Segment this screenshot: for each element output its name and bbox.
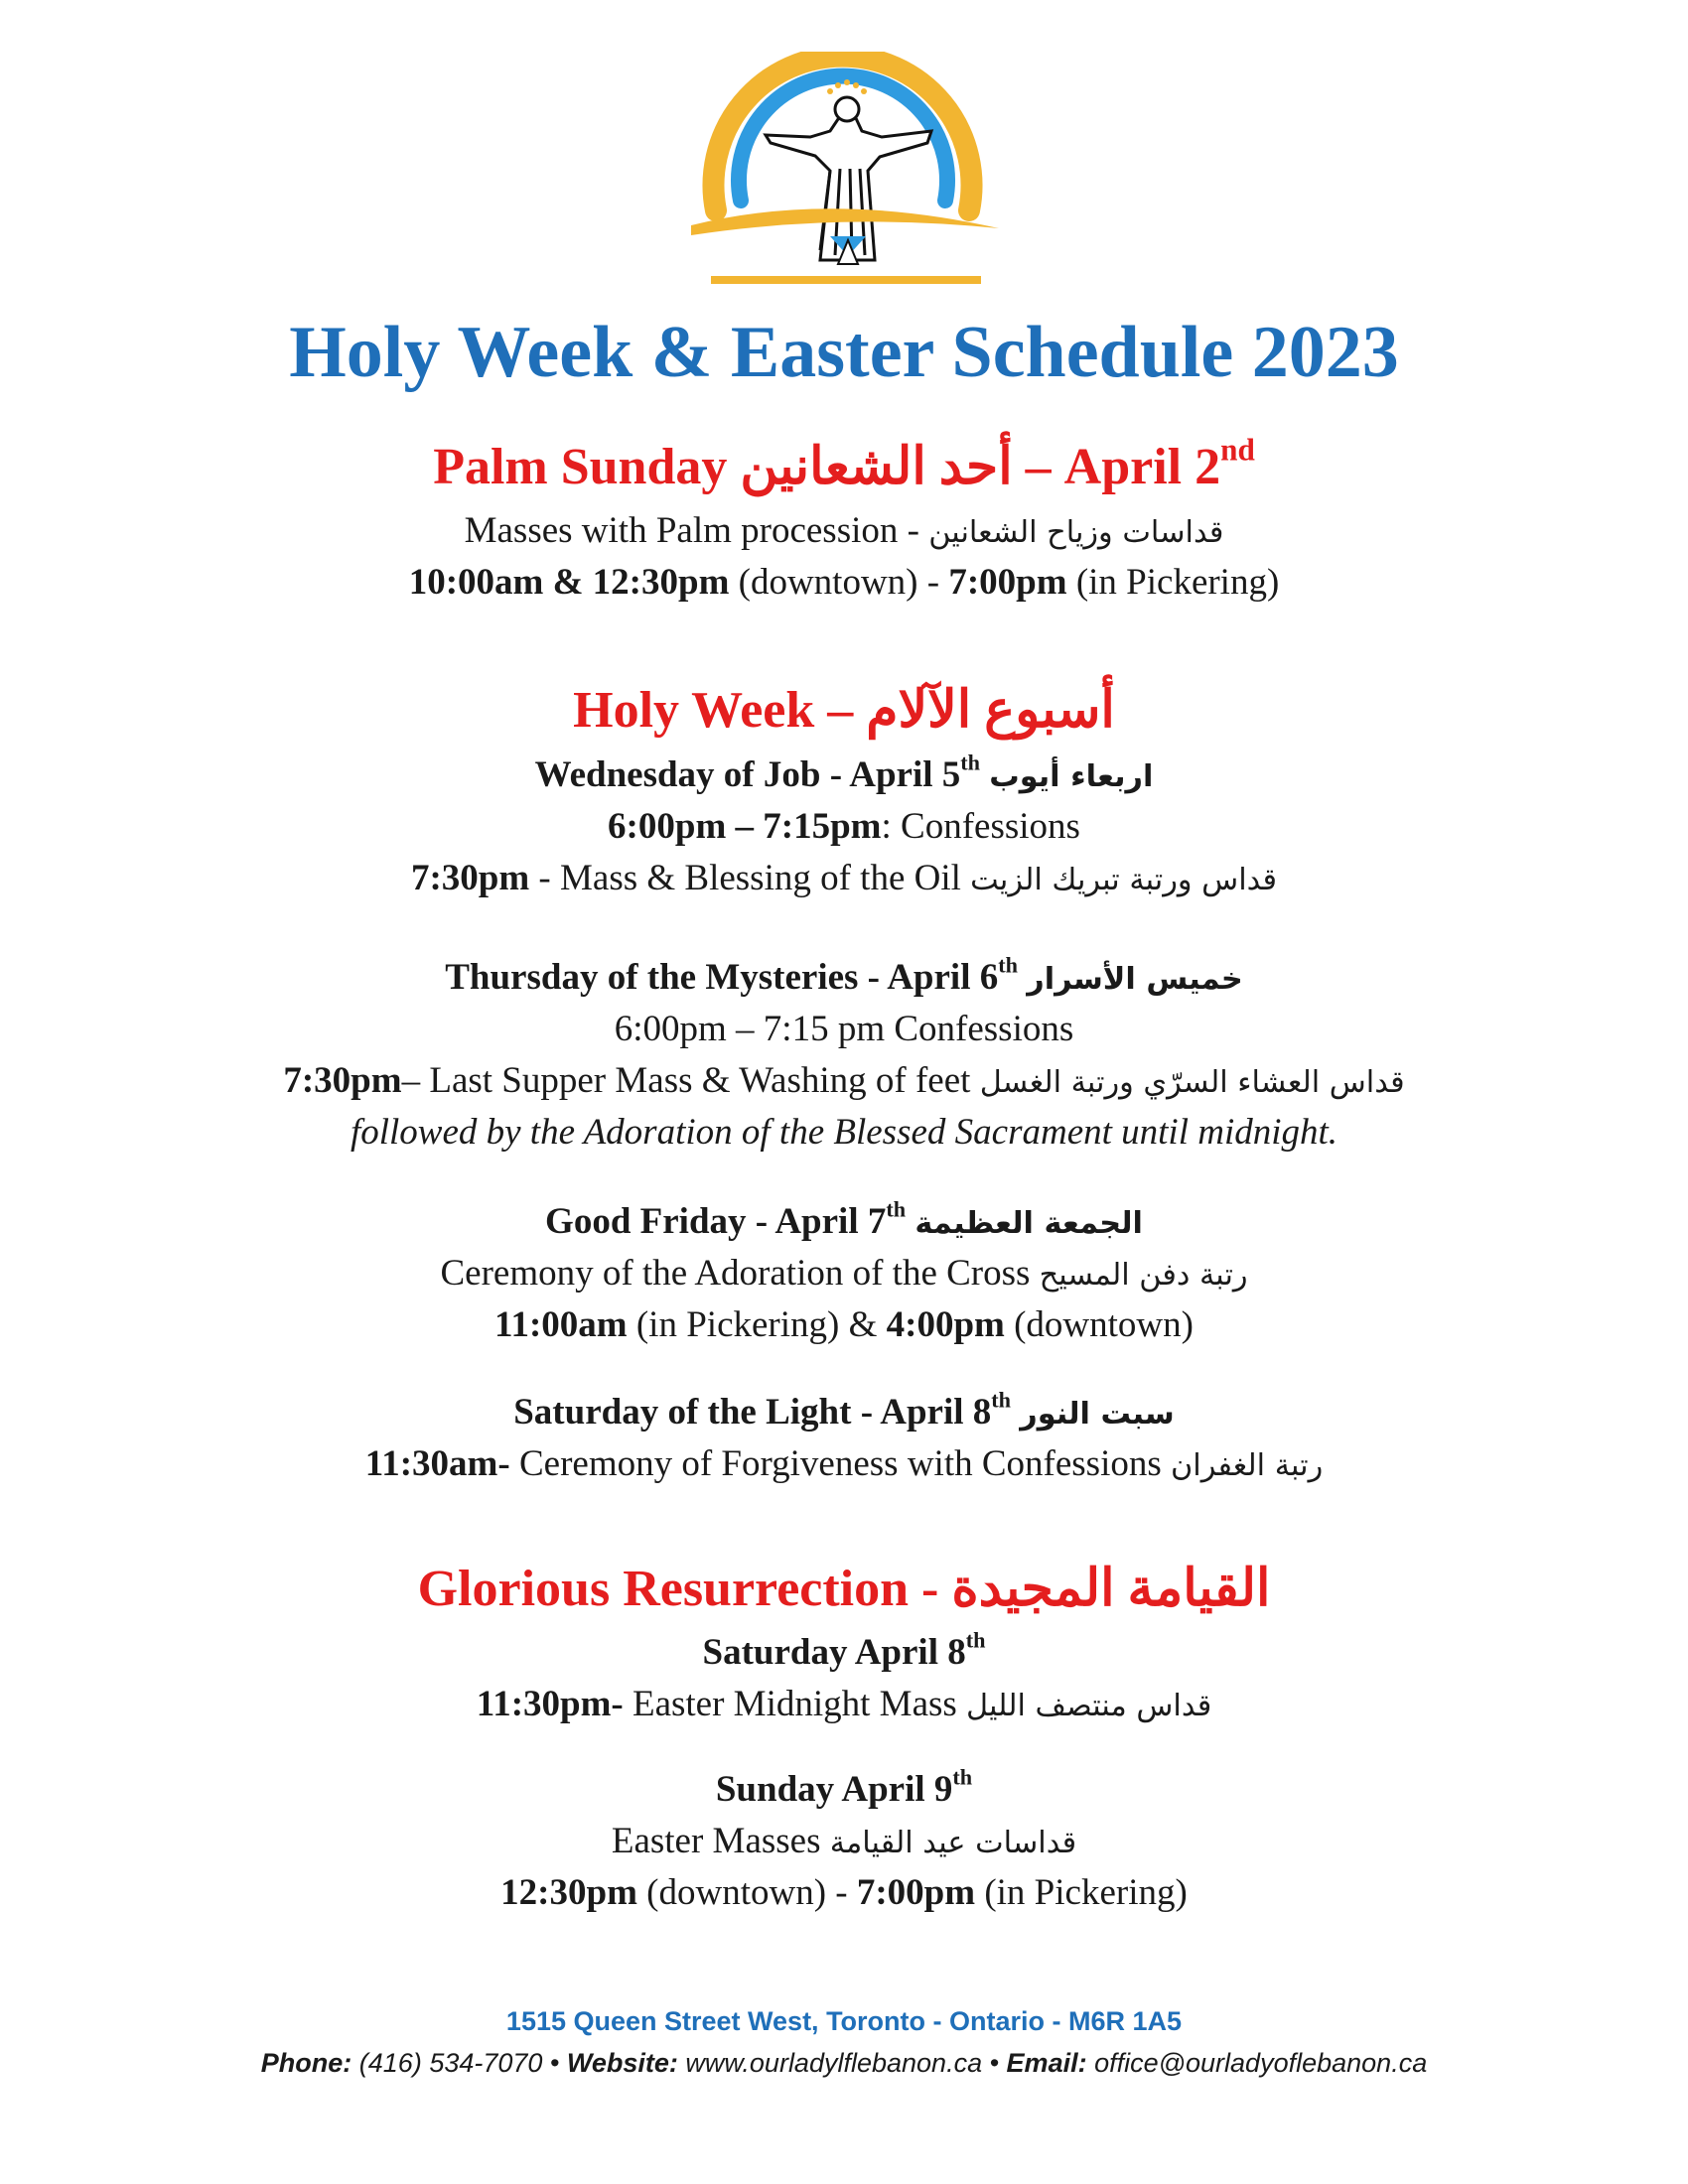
resurrection-heading: Glorious Resurrection - القيامة المجيدة	[417, 1561, 1271, 1617]
good-friday-title: Good Friday - April 7th الجمعة العظيمة	[545, 1196, 1143, 1242]
website-label: Website:	[566, 2048, 678, 2078]
wednesday-confessions: 6:00pm – 7:15pm: Confessions	[608, 806, 1080, 847]
good-friday-times: 11:00am (in Pickering) & 4:00pm (downtown)	[494, 1304, 1194, 1345]
email-label: Email:	[1006, 2048, 1087, 2078]
easter-vigil-mass: 11:30pm- Easter Midnight Mass قداس منتصف الليل	[476, 1684, 1212, 1724]
holy-saturday-ceremony: 11:30am- Ceremony of Forgiveness with Confessions رتبة الغفران	[364, 1443, 1324, 1484]
easter-vigil-title: Saturday April 8th	[702, 1627, 986, 1673]
wednesday-title: Wednesday of Job - April 5th اربعاء أيوب	[534, 750, 1154, 795]
phone-number: (416) 534-7070 •	[352, 2048, 567, 2078]
footer-contact	[0, 2045, 1688, 2081]
wednesday-mass: 7:30pm - Mass & Blessing of the Oil قداس ورتبة تبريك الزيت	[410, 858, 1278, 898]
easter-sunday-title: Sunday April 9th	[715, 1764, 973, 1810]
thursday-confessions: 6:00pm – 7:15 pm Confessions	[614, 1009, 1074, 1049]
church-logo	[671, 52, 1019, 296]
palm-sunday-heading: Palm Sunday أحد الشعانين – April 2nd	[433, 432, 1255, 495]
holy-saturday-title: Saturday of the Light - April 8th سبت النور	[513, 1387, 1175, 1433]
thursday-title: Thursday of the Mysteries - April 6th خميس الأسرار	[445, 952, 1243, 998]
palm-sunday-description: Masses with Palm procession - قداسات وزياح الشعانين	[464, 510, 1224, 551]
holy-week-heading: Holy Week – أسبوع الآلام	[573, 682, 1115, 739]
palm-sunday-times: 10:00am & 12:30pm (downtown) - 7:00pm (in Pickering)	[408, 562, 1280, 603]
website-link[interactable]: www.ourladylflebanon.ca •	[677, 2048, 1007, 2078]
thursday-adoration-note: followed by the Adoration of the Blessed Sacrament until midnight.	[350, 1112, 1338, 1153]
phone-label: Phone:	[260, 2048, 352, 2078]
easter-sunday-times: 12:30pm (downtown) - 7:00pm (in Pickering)	[500, 1872, 1188, 1913]
thursday-mass: 7:30pm– Last Supper Mass & Washing of feet قداس العشاء السرّي ورتبة الغسل	[283, 1060, 1405, 1101]
footer-address: 1515 Queen Street West, Toronto - Ontario - M6R 1A5	[505, 2006, 1183, 2036]
easter-sunday-masses: Easter Masses قداسات عيد القيامة	[611, 1821, 1077, 1861]
email-link[interactable]: office@ourladyoflebanon.ca	[1086, 2048, 1428, 2078]
good-friday-ceremony: Ceremony of the Adoration of the Cross رتبة دفن المسيح	[440, 1253, 1248, 1294]
page-title: Holy Week & Easter Schedule 2023	[289, 312, 1399, 393]
